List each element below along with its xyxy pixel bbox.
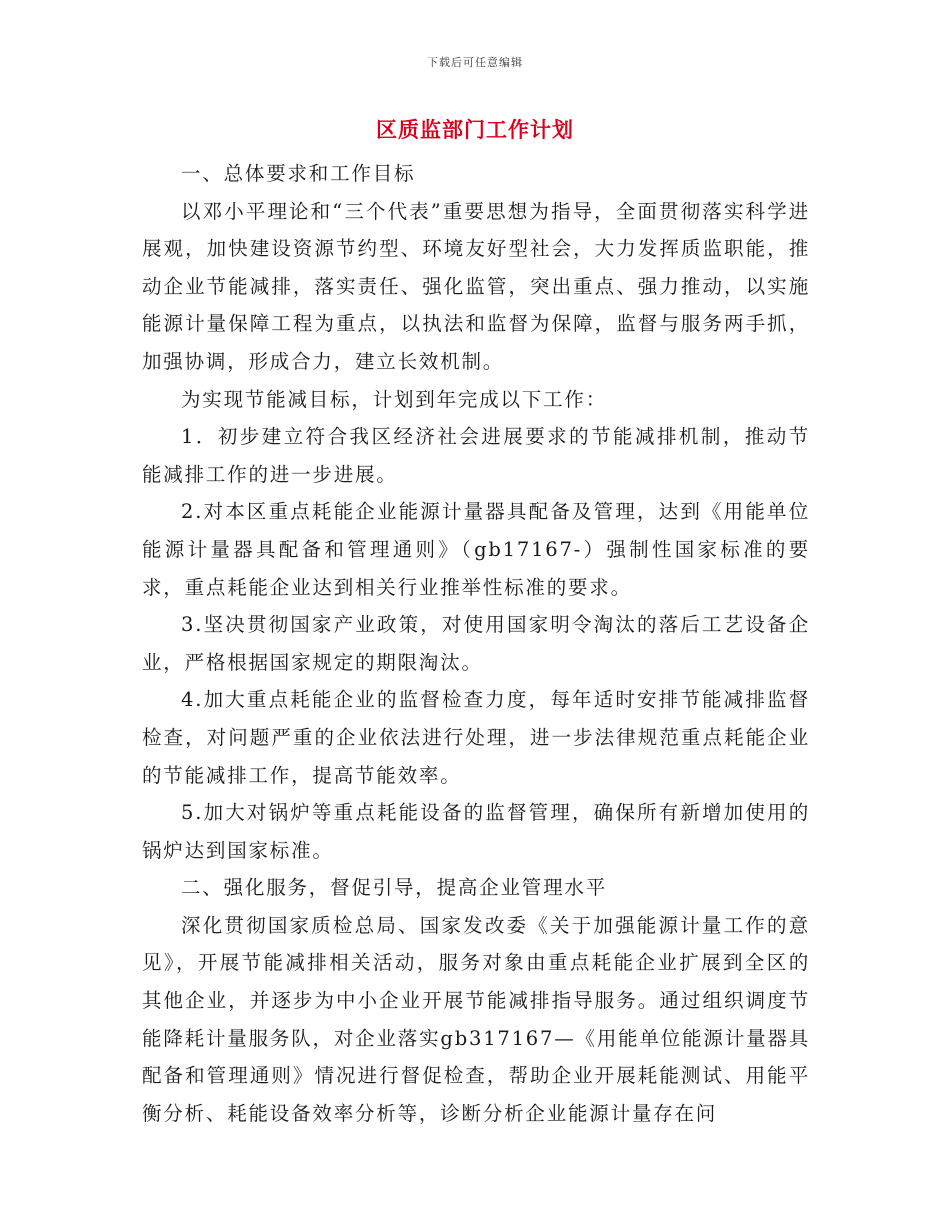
paragraph: 以邓小平理论和“三个代表”重要思想为指导，全面贯彻落实科学进展观，加快建设资源节约型、环境友好型社会，大力发挥质监职能，推动企业节能减排，落实责任、强化监管，突出重点、强力推动，以实施能源计量保障工程为重点，以执法和监督为保障，监督与服务两手抓，加强协调，形成合力，建立长效机制。 (142, 199, 810, 373)
section-heading-1: 一、总体要求和工作目标 (181, 162, 416, 185)
document-body (142, 155, 810, 1132)
section-heading-2: 二、强化服务，督促引导，提高企业管理水平 (181, 876, 608, 900)
header-note: 下载后可任意编辑 (427, 56, 523, 69)
list-item: 4.加大重点耗能企业的监督检查力度，每年适时安排节能减排监督检查，对问题严重的企业依法进行处理，进一步法律规范重点耗能企业的节能减排工作，提高节能效率。 (142, 688, 810, 787)
paragraph: 深化贯彻国家质检总局、国家发改委《关于加强能源计量工作的意见》，开展节能减排相关活动，服务对象由重点耗能企业扩展到全区的其他企业，并逐步为中小企业开展节能减排指导服务。通过组织调度节能降耗计量服务队，对企业落实gb317167—《用能单位能源计量器具配备和管理通则》情况进行督促检查，帮助企业开展耗能测试、用能平衡分析、耗能设备效率分析等，诊断分析企业能源计量存在问 (142, 913, 810, 1125)
list-item: 5.加大对锅炉等重点耗能设备的监督管理，确保所有新增加使用的锅炉达到国家标准。 (142, 801, 810, 862)
list-item: 2.对本区重点耗能企业能源计量器具配备及管理，达到《用能单位能源计量器具配备和管理通则》（gb17167-）强制性国家标准的要求，重点耗能企业达到相关行业推举性标准的要求。 (142, 500, 810, 599)
list-item: 3.坚决贯彻国家产业政策，对使用国家明令淘汰的落后工艺设备企业，严格根据国家规定的期限淘汰。 (142, 613, 810, 674)
paragraph: 为实现节能减目标，计划到年完成以下工作： (181, 387, 608, 411)
list-item: 1．初步建立符合我区经济社会进展要求的节能减排机制，推动节能减排工作的进一步进展。 (142, 425, 810, 486)
document-title: 区质监部门工作计划 (376, 117, 574, 142)
